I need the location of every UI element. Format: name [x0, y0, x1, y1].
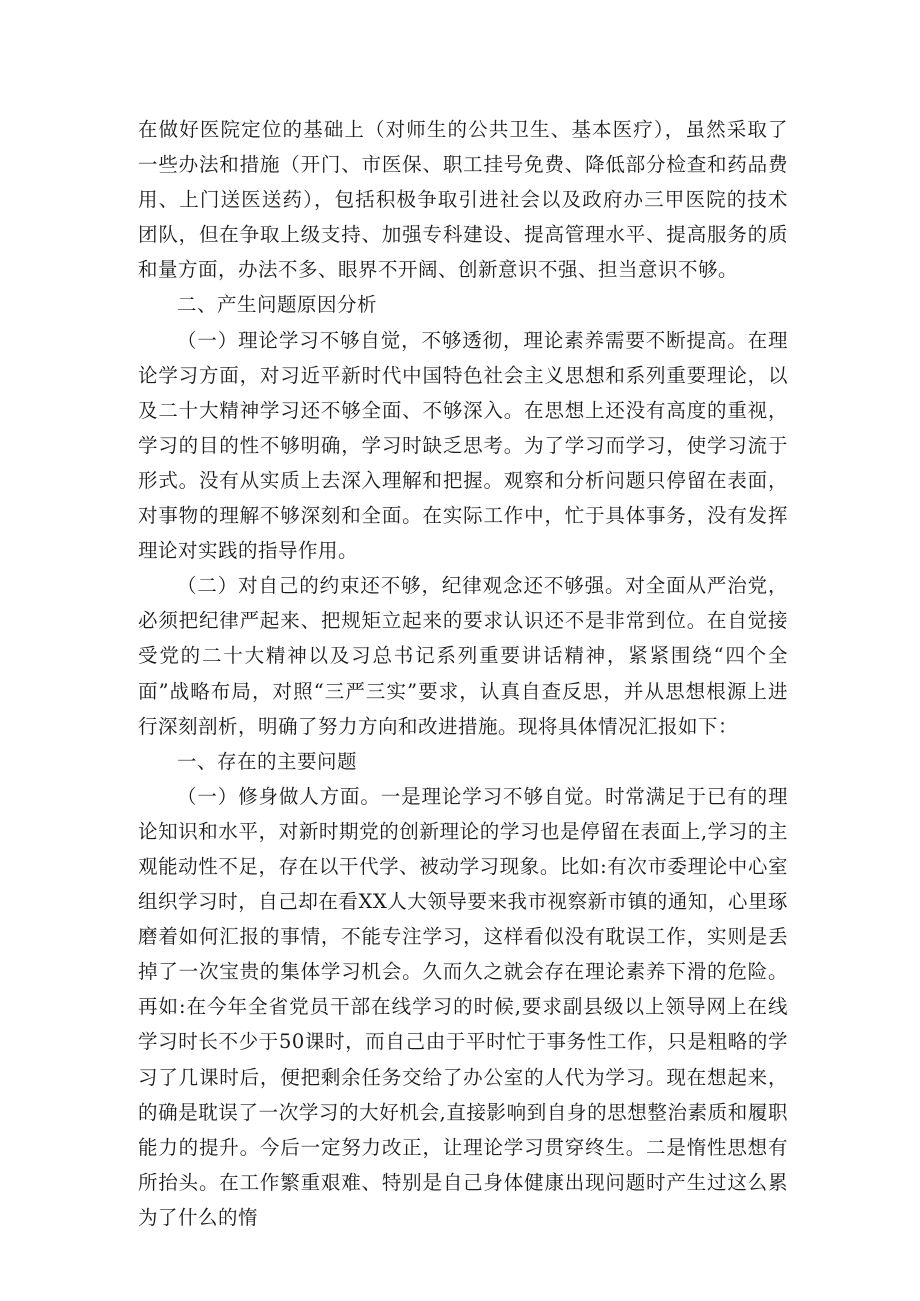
paragraph-hospital-measures: 在做好医院定位的基础上（对师生的公共卫生、基本医疗），虽然采取了一些办法和措施（开门、市医保、职工挂号免费、降低部分检查和药品费用、上门送医送药），包括积极争取引进社会以及政府办三甲医院的技术团队，但在争取上级支持、加强专科建设、提高管理水平、提高服务的质和量方面，办法不多、眼界不开阔、创新意识不强、担当意识不够。: [138, 118, 788, 282]
document-body: [138, 112, 788, 1235]
paragraph-self-discipline: （二）对自己的约束还不够，纪律观念还不够强。对全面从严治党，必须把纪律严起来、把规矩立起来的要求认识还不是非常到位。在自觉接受党的二十大精神以及习总书记系列重要讲话精神，紧紧围绕“四个全面”战略布局，对照“三严三实”要求，认真自查反思，并从思想根源上进行深刻剖析，明确了努力方向和改进措施。现将具体情况汇报如下：: [138, 574, 788, 738]
heading-main-problems: 一、存在的主要问题: [177, 749, 358, 773]
paragraph-theory-study: （一）理论学习不够自觉，不够透彻，理论素养需要不断提高。在理论学习方面，对习近平新时代中国特色社会主义思想和系列重要理论，以及二十大精神学习还不够全面、不够深入。在思想上还没有高度的重视，学习的目的性不够明确，学习时缺乏思考。为了学习而学习，使学习流于形式。没有从实质上去深入理解和把握。观察和分析问题只停留在表面，对事物的理解不够深刻和全面。在实际工作中，忙于具体事务，没有发挥理论对实践的指导作用。: [138, 328, 788, 563]
heading-cause-analysis: 二、产生问题原因分析: [177, 293, 378, 317]
paragraph-self-cultivation: （一）修身做人方面。一是理论学习不够自觉。时常满足于已有的理论知识和水平，对新时期党的创新理论的学习也是停留在表面上,学习的主观能动性不足，存在以干代学、被动学习现象。比如:有次市委理论中心室组织学习时，自己却在看XX人大领导要来我市视察新市镇的通知，心里琢磨着如何汇报的事情，不能专注学习，这样看似没有耽误工作，实则是丢掉了一次宝贵的集体学习机会。久而久之就会存在理论素养下滑的危险。再如:在今年全省党员干部在线学习的时候,要求副县级以上领导网上在线学习时长不少于50课时，而自己由于平时忙于事务性工作，只是粗略的学习了几课时后，便把剩余任务交给了办公室的人代为学习。现在想起来，的确是耽误了一次学习的大好机会,直接影响到自身的思想整治素质和履职能力的提升。今后一定努力改正，让理论学习贯穿终生。二是惰性思想有所抬头。在工作繁重艰难、特别是自己身体健康出现问题时产生过这么累为了什么的惰: [138, 784, 788, 1229]
